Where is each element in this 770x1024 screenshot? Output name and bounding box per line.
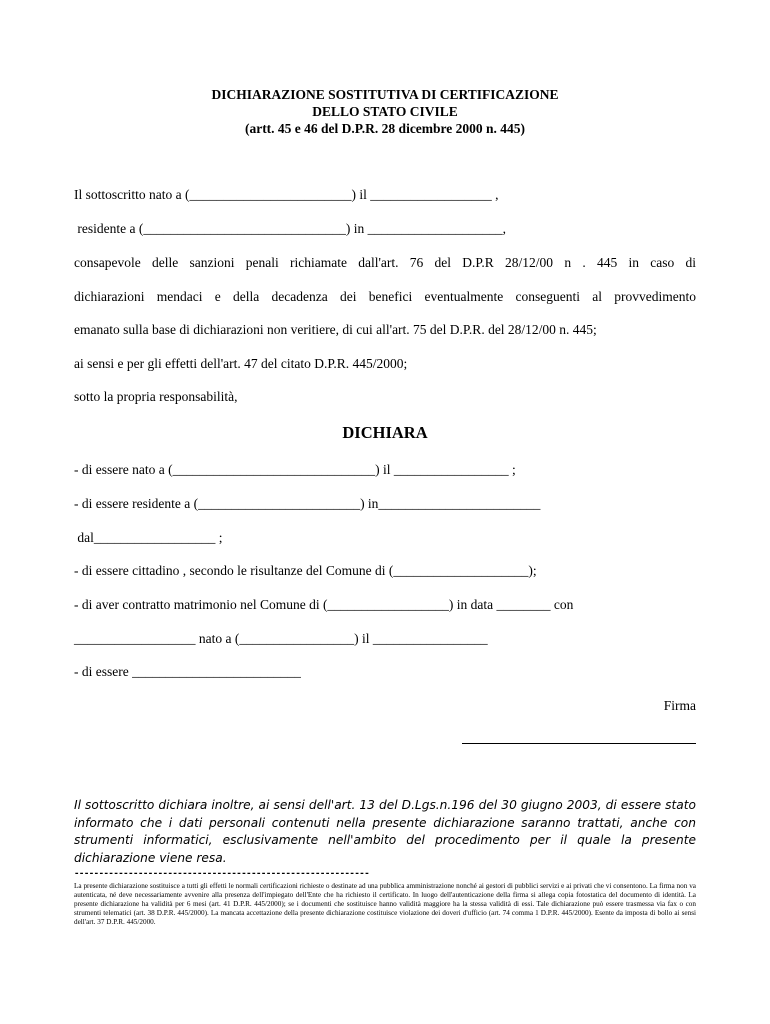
declaration-birth: - di essere nato a (______________________________) il _________________ ; (74, 462, 516, 477)
separator-line: ------------------------------------------------------------ (74, 870, 370, 879)
intro-text-line: dichiarazioni mendaci e della decadenza dei benefici eventualmente conseguenti al provvedimento (74, 289, 696, 304)
document-title-line-1: DICHIARAZIONE SOSTITUTIVA DI CERTIFICAZIONE (211, 87, 559, 102)
intro-text-line: ai sensi e per gli effetti dell'art. 47 del citato D.P.R. 445/2000; (74, 356, 408, 371)
document-title-line-2: DELLO STATO CIVILE (312, 104, 458, 119)
declaration-marriage: - di aver contratto matrimonio nel Comune di (__________________) in data ________ con (74, 597, 574, 612)
document-title-line-3: (artt. 45 e 46 del D.P.R. 28 dicembre 2000 n. 445) (244, 121, 526, 136)
declaration-other: - di essere _________________________ (74, 664, 301, 679)
intro-birth-line: Il sottoscritto nato a (________________________) il __________________ , (74, 187, 499, 202)
dichiara-heading: DICHIARA (342, 423, 428, 442)
declaration-residence: - di essere residente a (________________________) in________________________ (74, 496, 541, 511)
signature-line (462, 743, 696, 744)
legal-footnote: La presente dichiarazione sostituisce a tutti gli effetti le normali certificazioni richieste o destinate ad una pubblica amministrazione nonché ai gestori di pubblici servizi e ai privati che vi consentono. La firma non va autenticata, né deve necessariamente avvenire alla presenza dell'impiegato dell'Ente che ha richiesto il certificato. In luogo dell'autenticazione della firma si allega copia fotostatica del documento di identità. La presente dichiarazione ha validità per 6 mesi (art. 41 D.P.R. 445/2000); se i documenti che sostituisce hanno validità maggiore ha la stessa validità di essi. Tale dichiarazione può essere trasmessa via fax o con strumenti telematici (art. 38 D.P.R. 445/2000). La mancata accettazione della presente dichiarazione costituisce violazione dei doveri d'ufficio (art. 74 comma 1 D.P.R. 445/2000). Esente da imposta di bollo ai sensi dell'art. 37 D.P.R. 445/2000. (74, 882, 696, 926)
intro-text-line: emanato sulla base di dichiarazioni non veritiere, di cui all'art. 75 del D.P.R. del 28/12/00 n. 445; (74, 322, 597, 337)
privacy-notice: Il sottoscritto dichiara inoltre, ai sensi dell'art. 13 del D.Lgs.n.196 del 30 giugno 2003, di essere stato informato che i dati personali contenuti nella presente dichiarazione saranno trattati, anche con strumenti informatici, esclusivamente nell'ambito del procedimento per il quale la presente dichiarazione viene resa. (74, 798, 696, 865)
intro-residence-line: residente a (______________________________) in ____________________, (74, 221, 506, 236)
declaration-residence-since: dal__________________ ; (74, 530, 223, 545)
declaration-citizenship: - di essere cittadino , secondo le risultanze del Comune di (____________________); (74, 563, 537, 578)
signature-label: Firma (663, 698, 696, 713)
intro-text-line: sotto la propria responsabilità, (74, 389, 238, 404)
intro-text-line: consapevole delle sanzioni penali richiamate dall'art. 76 del D.P.R 28/12/00 n . 445 in caso di (74, 255, 696, 270)
declaration-spouse: __________________ nato a (_________________) il _________________ (74, 631, 488, 646)
